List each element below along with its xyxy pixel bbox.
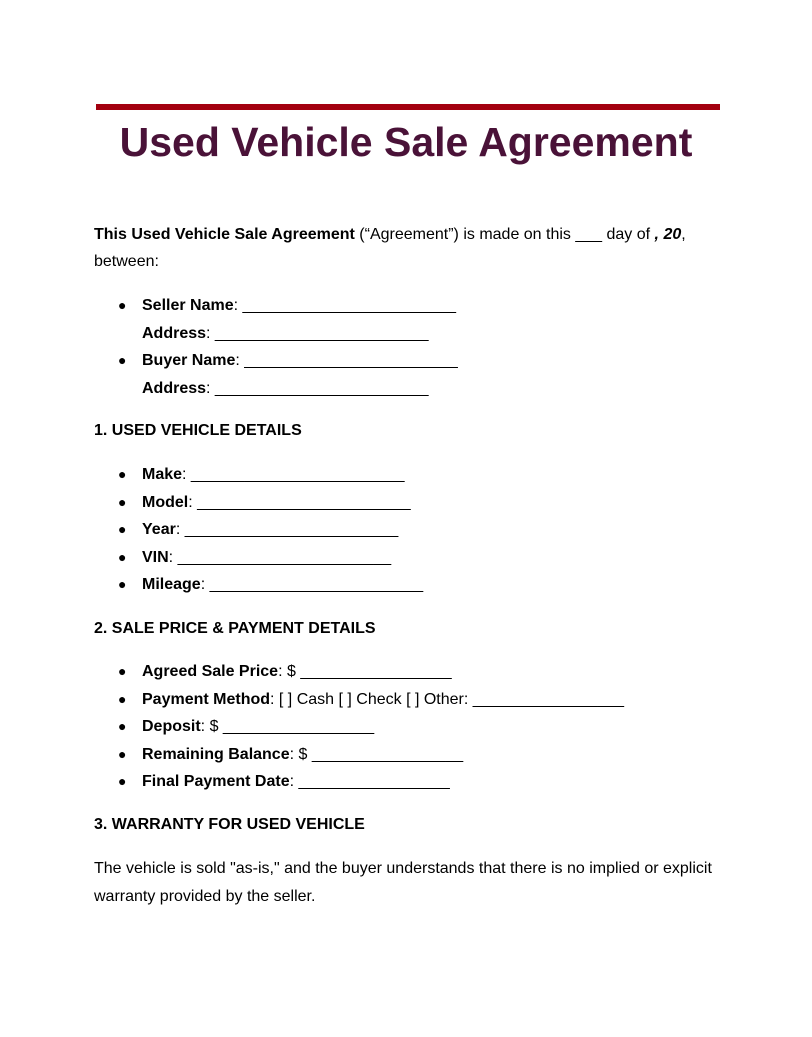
- field-blank: : ________________________: [188, 493, 411, 511]
- warranty-paragraph: The vehicle is sold "as-is," and the buyer understands that there is no implied or explicit warranty provided by the seller.: [94, 860, 712, 905]
- separator: :: [206, 379, 215, 397]
- bullet-icon: ●: [118, 745, 127, 762]
- field-blank: : ________________________: [175, 521, 399, 539]
- field-blank: : _________________: [289, 773, 450, 791]
- bullet-icon: ●: [118, 297, 127, 313]
- seller-address-blank: ________________________: [214, 324, 429, 342]
- list-item-buyer: [94, 347, 734, 402]
- list-item-payment-method: [94, 686, 734, 714]
- buyer-name-blank: ________________________: [244, 352, 458, 370]
- intro-paragraph: [94, 221, 718, 275]
- section-heading-vehicle-details: 1. USED VEHICLE DETAILS: [94, 422, 302, 439]
- bullet-icon: ●: [118, 521, 127, 538]
- seller-address-label: Address: [142, 324, 207, 342]
- field-blank: : $ _________________: [289, 745, 464, 763]
- list-item-model: [94, 489, 734, 517]
- field-label: VIN: [142, 548, 169, 566]
- separator: :: [206, 324, 215, 342]
- vehicle-details-list: [94, 461, 734, 599]
- field-label: Agreed Sale Price: [142, 663, 279, 680]
- bullet-icon: ●: [118, 548, 127, 565]
- field-label: Model: [142, 493, 189, 511]
- field-label: Final Payment Date: [142, 773, 290, 791]
- title-rule: [96, 104, 720, 110]
- buyer-address-blank: ________________________: [214, 379, 429, 397]
- bullet-icon: ●: [118, 718, 127, 735]
- document-title: Used Vehicle Sale Agreement: [119, 119, 693, 165]
- section-heading-warranty: 3. WARRANTY FOR USED VEHICLE: [94, 816, 365, 833]
- field-blank: : ________________________: [200, 576, 424, 594]
- intro-text-2: , between:: [94, 226, 686, 270]
- field-label: Payment Method: [142, 690, 271, 708]
- list-item-make: [94, 461, 734, 489]
- intro-text-1: (“Agreement”) is made on this ___ day of: [354, 226, 655, 243]
- field-blank: : [ ] Cash [ ] Check [ ] Other: _________________: [270, 690, 625, 708]
- section-heading-payment-details: 2. SALE PRICE & PAYMENT DETAILS: [94, 620, 376, 637]
- bullet-icon: ●: [118, 773, 127, 790]
- seller-address-line: [142, 320, 734, 348]
- list-item-sale-price: [94, 658, 734, 686]
- bullet-icon: ●: [118, 352, 127, 369]
- separator: :: [235, 352, 245, 370]
- bullet-icon: ●: [118, 690, 127, 707]
- field-blank: : ________________________: [182, 466, 405, 483]
- field-blank: : ________________________: [168, 548, 392, 566]
- list-item-mileage: [94, 571, 734, 599]
- bullet-icon: ●: [118, 466, 127, 482]
- buyer-address-line: [142, 375, 734, 403]
- parties-list: [94, 292, 734, 402]
- list-item-final-payment-date: [94, 768, 734, 796]
- bullet-icon: ●: [118, 663, 127, 679]
- separator: :: [233, 297, 243, 314]
- seller-name-blank: ________________________: [242, 297, 457, 314]
- field-blank: : $ _________________: [200, 718, 375, 736]
- list-item-deposit: [94, 713, 734, 741]
- bullet-icon: ●: [118, 576, 127, 593]
- list-item-vin: [94, 544, 734, 572]
- buyer-address-label: Address: [142, 379, 207, 397]
- field-blank: : $ _________________: [278, 663, 452, 680]
- list-item-seller: [94, 292, 734, 347]
- list-item-remaining-balance: [94, 741, 734, 769]
- field-label: Mileage: [142, 576, 201, 594]
- field-label: Remaining Balance: [142, 745, 290, 763]
- intro-year-prefix: , 20: [654, 226, 682, 243]
- field-label: Deposit: [142, 718, 201, 736]
- seller-name-label: Seller Name: [142, 297, 234, 314]
- buyer-name-label: Buyer Name: [142, 352, 236, 370]
- list-item-year: [94, 516, 734, 544]
- intro-bold-lead: This Used Vehicle Sale Agreement: [94, 226, 355, 243]
- payment-details-list: [94, 658, 734, 796]
- field-label: Make: [142, 466, 183, 483]
- field-label: Year: [142, 521, 176, 539]
- bullet-icon: ●: [118, 493, 127, 510]
